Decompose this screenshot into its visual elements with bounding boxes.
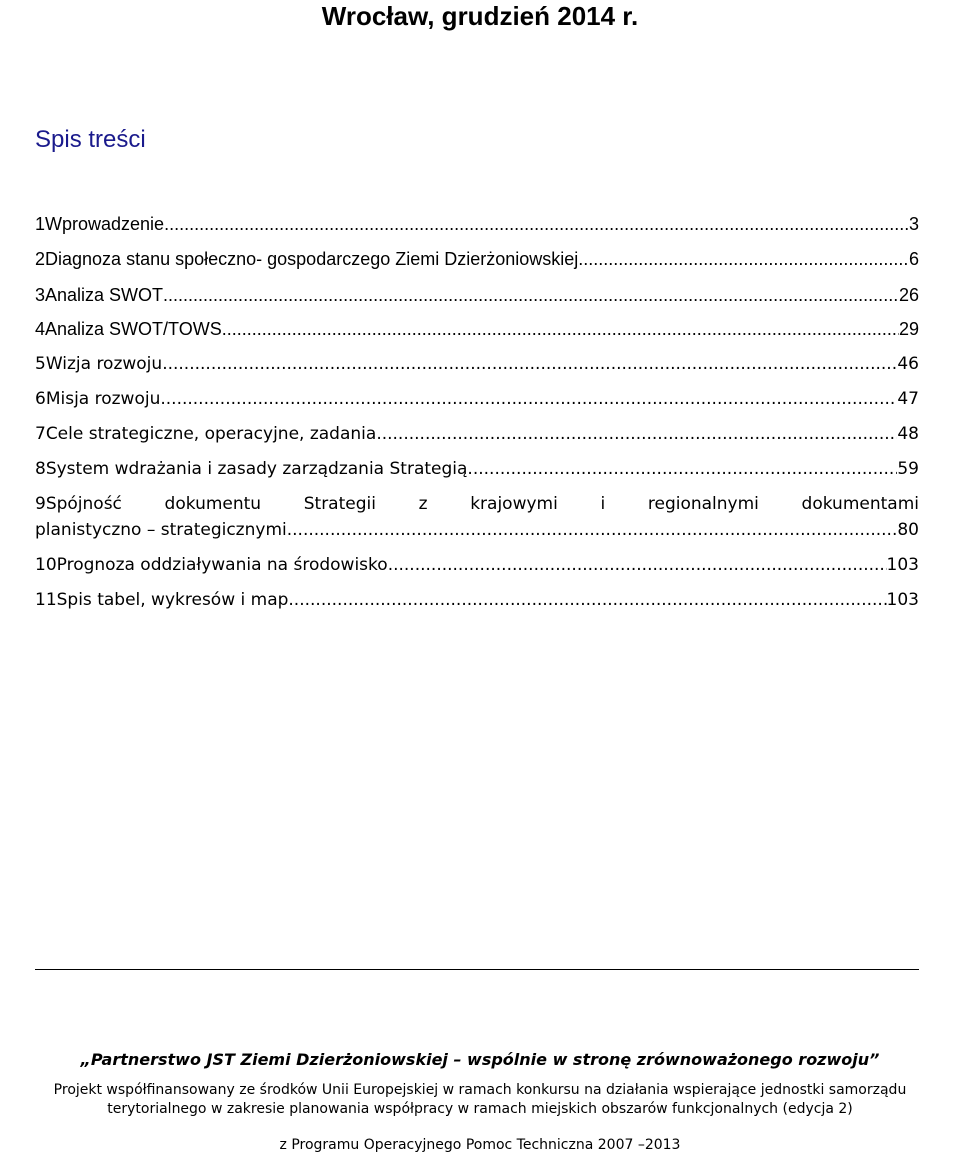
toc-dot-leader: [162, 351, 897, 377]
toc-entry-11[interactable]: [35, 587, 919, 613]
toc-dot-leader: [287, 517, 898, 543]
toc-entry-page: 46: [897, 354, 919, 374]
toc-entry-label: 11Spis tabel, wykresów i map: [35, 590, 289, 610]
toc-entry-7[interactable]: [35, 421, 919, 447]
toc-dot-leader: [376, 421, 897, 447]
toc-entry-label-line2-row: [35, 517, 919, 543]
toc-entry-label: 2Diagnoza stanu społeczno- gospodarczego Ziemi Dzierżoniowskiej.: [35, 249, 584, 269]
toc-entry-6[interactable]: [35, 386, 919, 412]
toc-dot-leader: [288, 587, 886, 613]
toc-dot-leader: [388, 552, 887, 578]
toc-entry-10[interactable]: [35, 552, 919, 578]
toc-dot-leader: [222, 316, 899, 342]
footer-tagline: „Partnerstwo JST Ziemi Dzierżoniowskiej – wspólnie w stronę zrównoważonego rozwoju”: [80, 1050, 880, 1069]
footer-programme-line: z Programu Operacyjnego Pomoc Techniczna 2007 –2013: [279, 1137, 681, 1153]
toc-entry-page: 103: [886, 555, 919, 575]
toc-dot-leader: [583, 246, 909, 272]
toc-entry-page: 59: [897, 459, 919, 479]
toc-entry-page: 47: [897, 389, 919, 409]
toc-dot-leader: [164, 211, 909, 237]
toc-entry-label: 6Misja rozwoju: [35, 389, 161, 409]
toc-entry-page: 48: [897, 424, 919, 444]
toc-entry-label: planistyczno – strategicznymi: [35, 520, 287, 540]
footer-funding-line2: terytorialnego w zakresie planowania współpracy w ramach miejskich obszarów funkcjonalnych (edycja 2): [107, 1101, 853, 1117]
date-heading: Wrocław, grudzień 2014 r.: [321, 1, 639, 31]
toc-entry-8[interactable]: [35, 456, 919, 482]
toc-entry-label: 8System wdrażania i zasady zarządzania Strategią: [35, 459, 468, 479]
toc-entry-9[interactable]: [35, 491, 919, 543]
toc-entry-label: 9Spójność dokumentu Strategii z krajowymi i regionalnymi dokumentami: [35, 494, 919, 514]
toc-entry-4[interactable]: [35, 316, 919, 342]
toc-entry-2[interactable]: [35, 246, 919, 272]
toc-title: Spis treści: [35, 126, 146, 153]
toc-entry-label: 10Prognoza oddziaływania na środowisko: [35, 555, 388, 575]
toc-dot-leader: [160, 386, 897, 412]
toc-dot-leader: [467, 456, 897, 482]
toc-entry-page: 3: [908, 214, 919, 234]
toc-entry-5[interactable]: [35, 351, 919, 377]
toc-entry-label: 3Analiza SWOT: [35, 285, 164, 305]
footer-funding-line1: Projekt współfinansowany ze środków Unii Europejskiej w ramach konkursu na działania wspierające jednostki samorządu: [53, 1082, 907, 1098]
toc-dot-leader: [163, 282, 899, 308]
toc-entry-label: 1Wprowadzenie: [35, 214, 165, 234]
toc-entry-1[interactable]: [35, 211, 919, 237]
toc-entry-label: 5Wizja rozwoju: [35, 354, 163, 374]
toc-entry-label: 4Analiza SWOT/TOWS: [35, 319, 222, 339]
toc-entry-page: 80: [897, 520, 919, 540]
toc-entry-page: 6: [908, 249, 919, 269]
toc-entry-page: 26: [898, 285, 919, 305]
toc-entry-page: 29: [898, 319, 919, 339]
toc-entry-3[interactable]: [35, 282, 919, 308]
toc-entry-label-line1: [35, 491, 919, 517]
toc-entry-label: 7Cele strategiczne, operacyjne, zadania: [35, 424, 377, 444]
toc-entry-page: 103: [886, 590, 919, 610]
footer-divider: [35, 969, 919, 970]
